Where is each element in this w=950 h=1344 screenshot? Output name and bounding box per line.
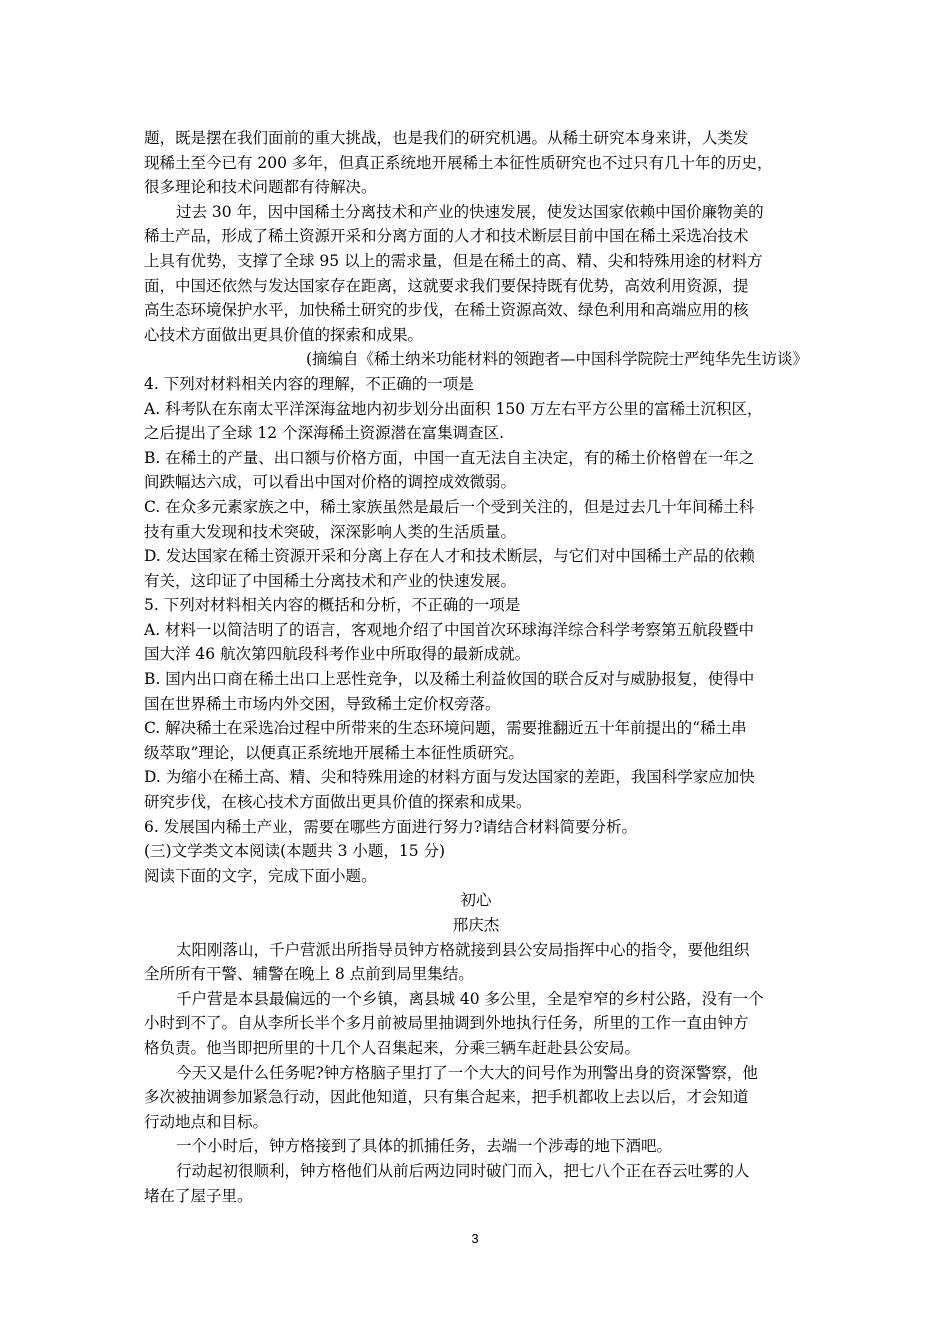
text-line: 现稀土至今已有 200 多年，但真正系统地开展稀土本征性质研究也不过只有几十年的历史， [144,153,773,172]
text-line: 面，中国还依然与发达国家存在距离，这就要求我们要保持既有优势，高效利用资源，提 [144,276,749,295]
text-line: 稀土产品，形成了稀土资源开采和分离方面的人才和技术断层目前中国在稀土采选冶技术 [144,227,749,246]
section-heading: (三)文学类文本阅读(本题共 3 小题，15 分) [144,842,446,861]
text-line: 研究步伐，在核心技术方面做出更具价值的探索和成果。 [144,793,532,812]
question-4: 4. 下列对材料相关内容的理解，不正确的一项是 [144,374,474,393]
text-line: 间跌幅达六成，可以看出中国对价格的调控成效微弱。 [144,473,517,492]
story-author: 邢庆杰 [452,916,500,934]
story-title: 初心 [460,891,492,910]
text-line: 堵在了屋子里。 [144,1186,253,1205]
option-a: A. 材料一以简洁明了的语言，客观地介绍了中国首次环球海洋综合科学考察第五航段暨中 [144,620,755,639]
text-line: 心技术方面做出更具价值的探索和成果。 [144,325,424,344]
text-line: 小时到不了。自从李所长半个多月前被局里抽调到外地执行任务，所里的工作一直由钟方 [144,1014,749,1033]
paragraph-start: 一个小时后，钟方格接到了具体的抓捕任务，去端一个涉毒的地下酒吧。 [176,1137,673,1156]
option-c: C. 解决稀土在采选冶过程中所带来的生态环境问题，需要推翻近五十年前提出的“稀土串 [144,719,747,738]
paragraph-start: 行动起初很顺利，钟方格他们从前后两边同时破门而入，把七八个正在吞云吐雾的人 [176,1161,750,1180]
text-line: 格负责。他当即把所里的十几个人召集起来，分乘三辆车赶赴县公安局。 [144,1038,641,1057]
text-line: 之后提出了全球 12 个深海稀土资源潜在富集调查区. [144,424,505,443]
page-number: 3 [471,1231,479,1246]
option-d: D. 发达国家在稀土资源开采和分离上存在人才和技术断层，与它们对中国稀土产品的依赖 [144,547,755,566]
instruction: 阅读下面的文字，完成下面小题。 [144,866,377,885]
text-line: 很多理论和技术问题都有待解决。 [144,178,377,197]
text-line: 高生态环境保护水平，加快稀土研究的步伐，在稀土资源高效、绿色利用和高端应用的核 [144,301,749,320]
text-line: 上具有优势，支撑了全球 95 以上的需求量，但是在稀土的高、精、尖和特殊用途的材料方 [144,251,763,270]
paragraph-start: 千户营是本县最偏远的一个乡镇，离县城 40 多公里，全是窄窄的乡村公路，没有一个 [176,989,764,1008]
text-line: 全所所有干警、辅警在晚上 8 点前到局里集结。 [144,965,474,984]
option-b: B. 在稀土的产量、出口额与价格方面，中国一直无法自主决定，有的稀土价格曾在一年之 [144,448,755,467]
paragraph-start: 太阳刚落山，千户营派出所指导员钟方格就接到县公安局指挥中心的指令，要他组织 [176,940,750,959]
option-c: C. 在众多元素家族之中，稀土家族虽然是最后一个受到关注的，但是过去几十年间稀土科 [144,497,755,516]
text-line: 行动地点和目标。 [144,1112,269,1131]
text-line: 题，既是摆在我们面前的重大挑战，也是我们的研究机遇。从稀土研究本身来讲，人类发 [144,129,749,147]
source-citation: (摘编自《稀土纳米功能材料的领跑者—中国科学院院士严纯华先生访谈》 [305,350,808,369]
question-6: 6. 发展国内稀土产业，需要在哪些方面进行努力?请结合材料简要分析。 [144,817,638,836]
text-line: 技有重大发现和技术突破，深深影响人类的生活质量。 [144,522,517,541]
option-a: A. 科考队在东南太平洋深海盆地内初步划分出面积 150 万左右平方公里的富稀土沉积区， [144,399,763,418]
option-d: D. 为缩小在稀土高、精、尖和特殊用途的材料方面与发达国家的差距，我国科学家应加快 [144,768,755,787]
document-body [144,126,808,1208]
text-line: 级萃取”理论，以便真正系统地开展稀土本征性质研究。 [144,743,524,762]
paragraph-start: 今天又是什么任务呢?钟方格脑子里打了一个大大的问号作为刑警出身的资深警察，他 [176,1063,758,1082]
text-line: 国大洋 46 航次第四航段科考作业中所取得的最新成就。 [144,645,531,664]
text-line: 国在世界稀土市场内外交困，导致稀土定价权旁落。 [144,694,501,713]
text-line: 多次被抽调参加紧急行动，因此他知道，只有集合起来，把手机都收上去以后，才会知道 [144,1088,749,1107]
option-b: B. 国内出口商在稀土出口上恶性竞争，以及稀土利益攸国的联合反对与威胁报复，使得中 [144,670,755,689]
question-5: 5. 下列对材料相关内容的概括和分析，不正确的一项是 [144,596,521,615]
paragraph-start: 过去 30 年，因中国稀土分离技术和产业的快速发展，使发达国家依赖中国价廉物美的 [176,202,764,221]
text-line: 有关，这印证了中国稀土分离技术和产业的快速发展。 [144,571,517,590]
